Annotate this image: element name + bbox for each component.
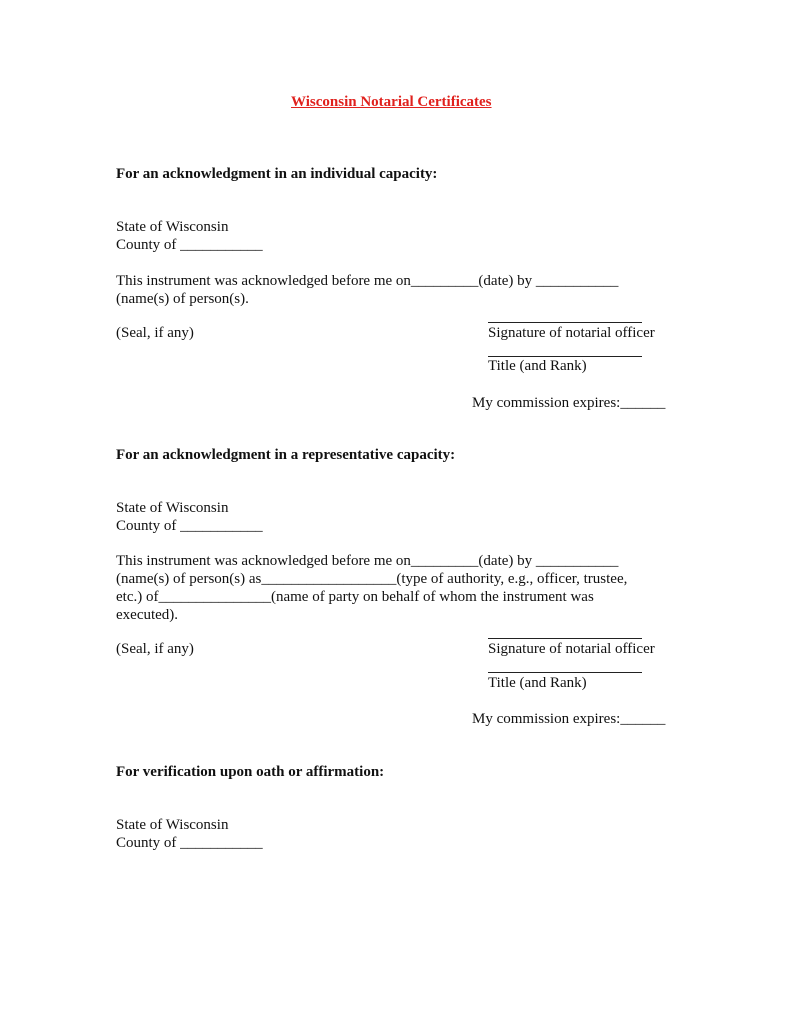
body-line: This instrument was acknowledged before me on_________(date) by ___________: [116, 553, 619, 569]
county-line: County of ___________: [116, 835, 263, 851]
seal-label: (Seal, if any): [116, 641, 194, 657]
signature-line: [488, 638, 642, 639]
document-title: Wisconsin Notarial Certificates: [291, 94, 492, 110]
title-rank-label: Title (and Rank): [488, 675, 587, 691]
body-line: This instrument was acknowledged before me on_________(date) by ___________: [116, 273, 619, 289]
commission-expires: My commission expires:______: [472, 711, 666, 727]
body-line: etc.) of_______________(name of party on behalf of whom the instrument was: [116, 589, 594, 605]
state-line: State of Wisconsin: [116, 500, 229, 516]
title-line: [488, 672, 642, 673]
signature-label: Signature of notarial officer: [488, 641, 655, 657]
section-heading-verification: For verification upon oath or affirmation:: [116, 764, 385, 780]
body-line: (name(s) of person(s) as__________________(type of authority, e.g., officer, trustee,: [116, 571, 628, 587]
state-line: State of Wisconsin: [116, 817, 229, 833]
section-heading-individual: For an acknowledgment in an individual capacity:: [116, 166, 438, 182]
county-line: County of ___________: [116, 237, 263, 253]
section-heading-representative: For an acknowledgment in a representative capacity:: [116, 447, 456, 463]
body-line: (name(s) of person(s).: [116, 291, 249, 307]
county-line: County of ___________: [116, 518, 263, 534]
body-line: executed).: [116, 607, 179, 623]
seal-label: (Seal, if any): [116, 325, 194, 341]
state-line: State of Wisconsin: [116, 219, 229, 235]
title-rank-label: Title (and Rank): [488, 358, 587, 374]
commission-expires: My commission expires:______: [472, 395, 666, 411]
signature-label: Signature of notarial officer: [488, 325, 655, 341]
signature-line: [488, 322, 642, 323]
